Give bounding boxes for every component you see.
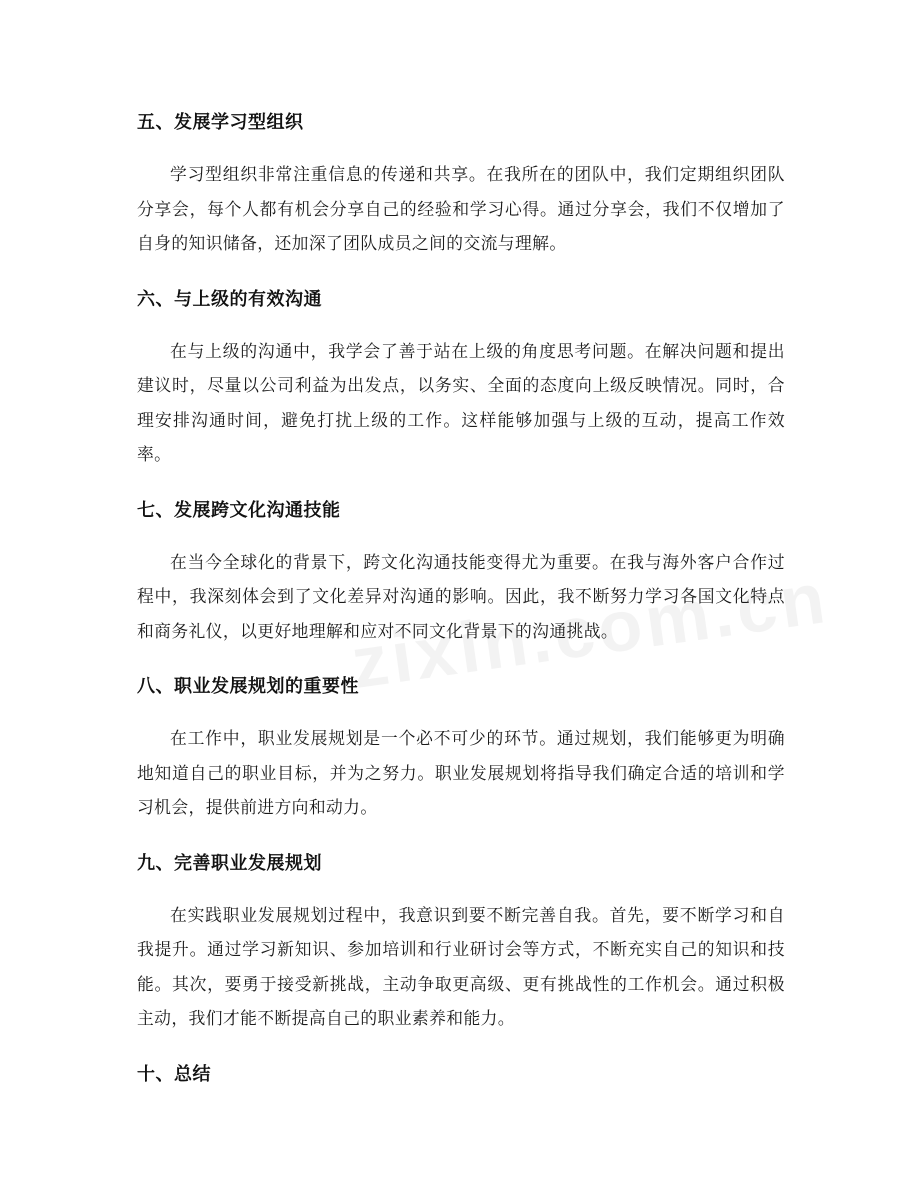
document-body <box>137 104 785 1109</box>
section-paragraph: 在与上级的沟通中，我学会了善于站在上级的角度思考问题。在解决问题和提出建议时，尽量以公司利益为出发点，以务实、全面的态度向上级反映情况。同时，合理安排沟通时间，避免打扰上级的工作。这样能够加强与上级的互动，提高工作效率。 <box>137 340 785 464</box>
section-paragraph: 学习型组织非常注重信息的传递和共享。在我所在的团队中，我们定期组织团队分享会，每个人都有机会分享自己的经验和学习心得。通过分享会，我们不仅增加了自身的知识储备，还加深了团队成员之间的交流与理解。 <box>137 164 785 253</box>
section-9 <box>137 845 785 1036</box>
section-heading: 七、发展跨文化沟通技能 <box>137 499 341 521</box>
section-6 <box>137 281 785 472</box>
section-7 <box>137 492 785 649</box>
section-8 <box>137 668 785 825</box>
section-heading: 六、与上级的有效沟通 <box>137 288 322 310</box>
section-heading: 九、完善职业发展规划 <box>137 852 322 874</box>
section-paragraph: 在工作中，职业发展规划是一个必不可少的环节。通过规划，我们能够更为明确地知道自己的职业目标，并为之努力。职业发展规划将指导我们确定合适的培训和学习机会，提供前进方向和动力。 <box>137 728 785 817</box>
section-paragraph: 在实践职业发展规划过程中，我意识到要不断完善自我。首先，要不断学习和自我提升。通过学习新知识、参加培训和行业研讨会等方式，不断充实自己的知识和技能。其次，要勇于接受新挑战，主动争取更高级、更有挑战性的工作机会。通过积极主动，我们才能不断提高自己的职业素养和能力。 <box>137 904 785 1028</box>
section-heading: 十、总结 <box>137 1063 211 1085</box>
section-heading: 五、发展学习型组织 <box>137 112 304 133</box>
section-10 <box>137 1056 785 1094</box>
section-heading: 八、职业发展规划的重要性 <box>137 676 359 697</box>
section-5 <box>137 104 785 261</box>
section-paragraph: 在当今全球化的背景下，跨文化沟通技能变得尤为重要。在我与海外客户合作过程中，我深刻体会到了文化差异对沟通的影响。因此，我不断努力学习各国文化特点和商务礼仪，以更好地理解和应对不同文化背景下的沟通挑战。 <box>137 551 785 641</box>
